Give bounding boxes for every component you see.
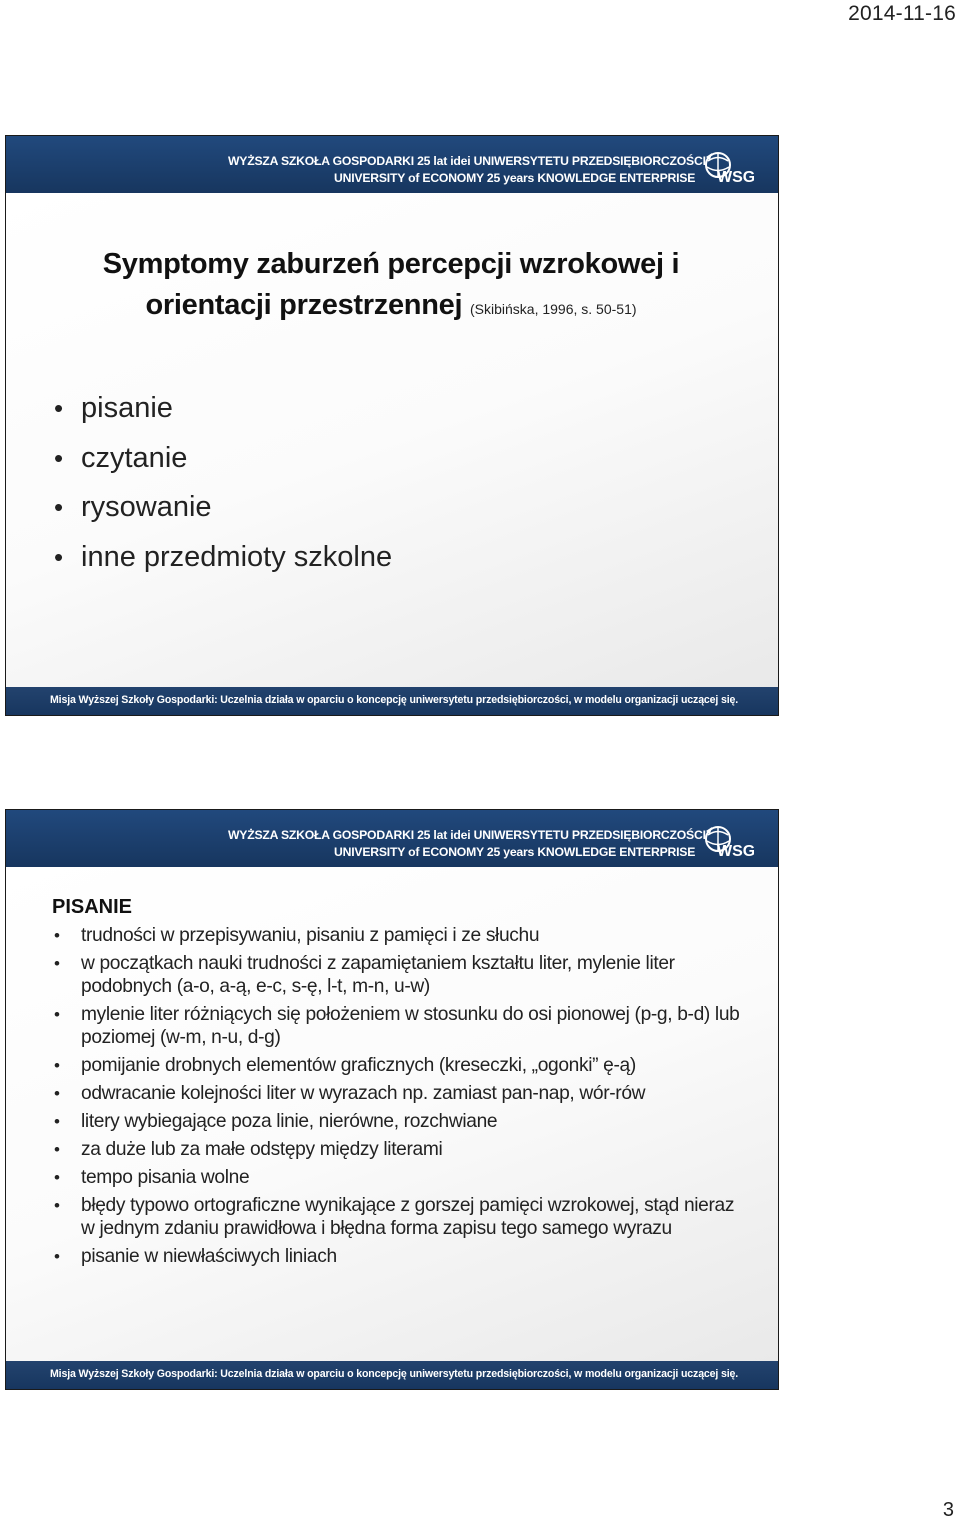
list-item: • tempo pisania wolne <box>52 1166 742 1189</box>
slide-header <box>6 810 778 867</box>
header-text <box>228 827 706 861</box>
header-line-1: WYŻSZA SZKOŁA GOSPODARKI 25 lat idei UNIWERSYTETU PRZEDSIĘBIORCZOŚCI <box>228 154 706 168</box>
footer-mission-text: Misja Wyższej Szkoły Gospodarki: Uczelnia działa w oparciu o koncepcję uniwersytetu przedsiębiorczości, w modelu organizacji uczącej się. <box>50 1368 739 1380</box>
footer-mission-text: Misja Wyższej Szkoły Gospodarki: Uczelnia działa w oparciu o koncepcję uniwersytetu przedsiębiorczości, w modelu organizacji uczącej się. <box>50 694 739 706</box>
header-line-2: UNIVERSITY of ECONOMY 25 years KNOWLEDGE ENTERPRISE <box>334 845 696 859</box>
logo-text: WSG <box>717 843 754 860</box>
slide-2 <box>5 809 779 1390</box>
list-item: • za duże lub za małe odstępy między literami <box>52 1138 742 1161</box>
header-line-1: WYŻSZA SZKOŁA GOSPODARKI 25 lat idei UNIWERSYTETU PRZEDSIĘBIORCZOŚCI <box>228 828 706 842</box>
title-line-2: orientacji przestrzennej <box>145 289 463 321</box>
list-item: • pisanie w niewłaściwych liniach <box>52 1245 742 1268</box>
header-line-2: UNIVERSITY of ECONOMY 25 years KNOWLEDGE ENTERPRISE <box>334 171 696 185</box>
list-item: • litery wybiegające poza linie, nierówne, rozchwiane <box>52 1110 742 1133</box>
slide-footer <box>6 687 778 715</box>
list-item: • mylenie liter różniących się położeniem w stosunku do osi pionowej (p-g, b-d) lub poziomej (w-m, n-u, d-g) <box>52 1003 742 1049</box>
page-date: 2014-11-16 <box>848 2 956 25</box>
list-item: • czytanie <box>54 434 392 484</box>
slide-2-heading: PISANIE <box>52 896 133 918</box>
list-item: • pisanie <box>54 384 392 434</box>
title-line-1: Symptomy zaburzeń percepcji wzrokowej i <box>102 248 680 280</box>
slide-1-title <box>26 244 756 330</box>
slide-footer <box>6 1361 778 1389</box>
list-item: • inne przedmioty szkolne <box>54 533 392 583</box>
slide-header <box>6 136 778 193</box>
list-item: • błędy typowo ortograficzne wynikające z gorszej pamięci wzrokowej, stąd nieraz w jednym zdaniu prawidłowa i błędna forma zapisu tego samego wyrazu <box>52 1194 742 1240</box>
wsg-logo-icon <box>700 148 754 186</box>
slide-1-list <box>54 384 392 582</box>
page-number: 3 <box>942 1499 954 1521</box>
list-item: • odwracanie kolejności liter w wyrazach np. zamiast pan-nap, wór-rów <box>52 1082 742 1105</box>
slide-2-list <box>52 924 742 1273</box>
header-text <box>228 153 706 187</box>
list-item: • trudności w przepisywaniu, pisaniu z pamięci i ze słuchu <box>52 924 742 947</box>
citation: (Skibińska, 1996, s. 50-51) <box>469 301 637 317</box>
list-item: • pomijanie drobnych elementów graficznych (kreseczki, „ogonki” ę-ą) <box>52 1054 742 1077</box>
list-item: • rysowanie <box>54 483 392 533</box>
logo-text: WSG <box>717 169 754 186</box>
wsg-logo-icon <box>700 822 754 860</box>
slide-1 <box>5 135 779 716</box>
list-item: • w początkach nauki trudności z zapamiętaniem kształtu liter, mylenie liter podobnych (a-o, a-ą, e-c, s-ę, l-t, m-n, u-w) <box>52 952 742 998</box>
